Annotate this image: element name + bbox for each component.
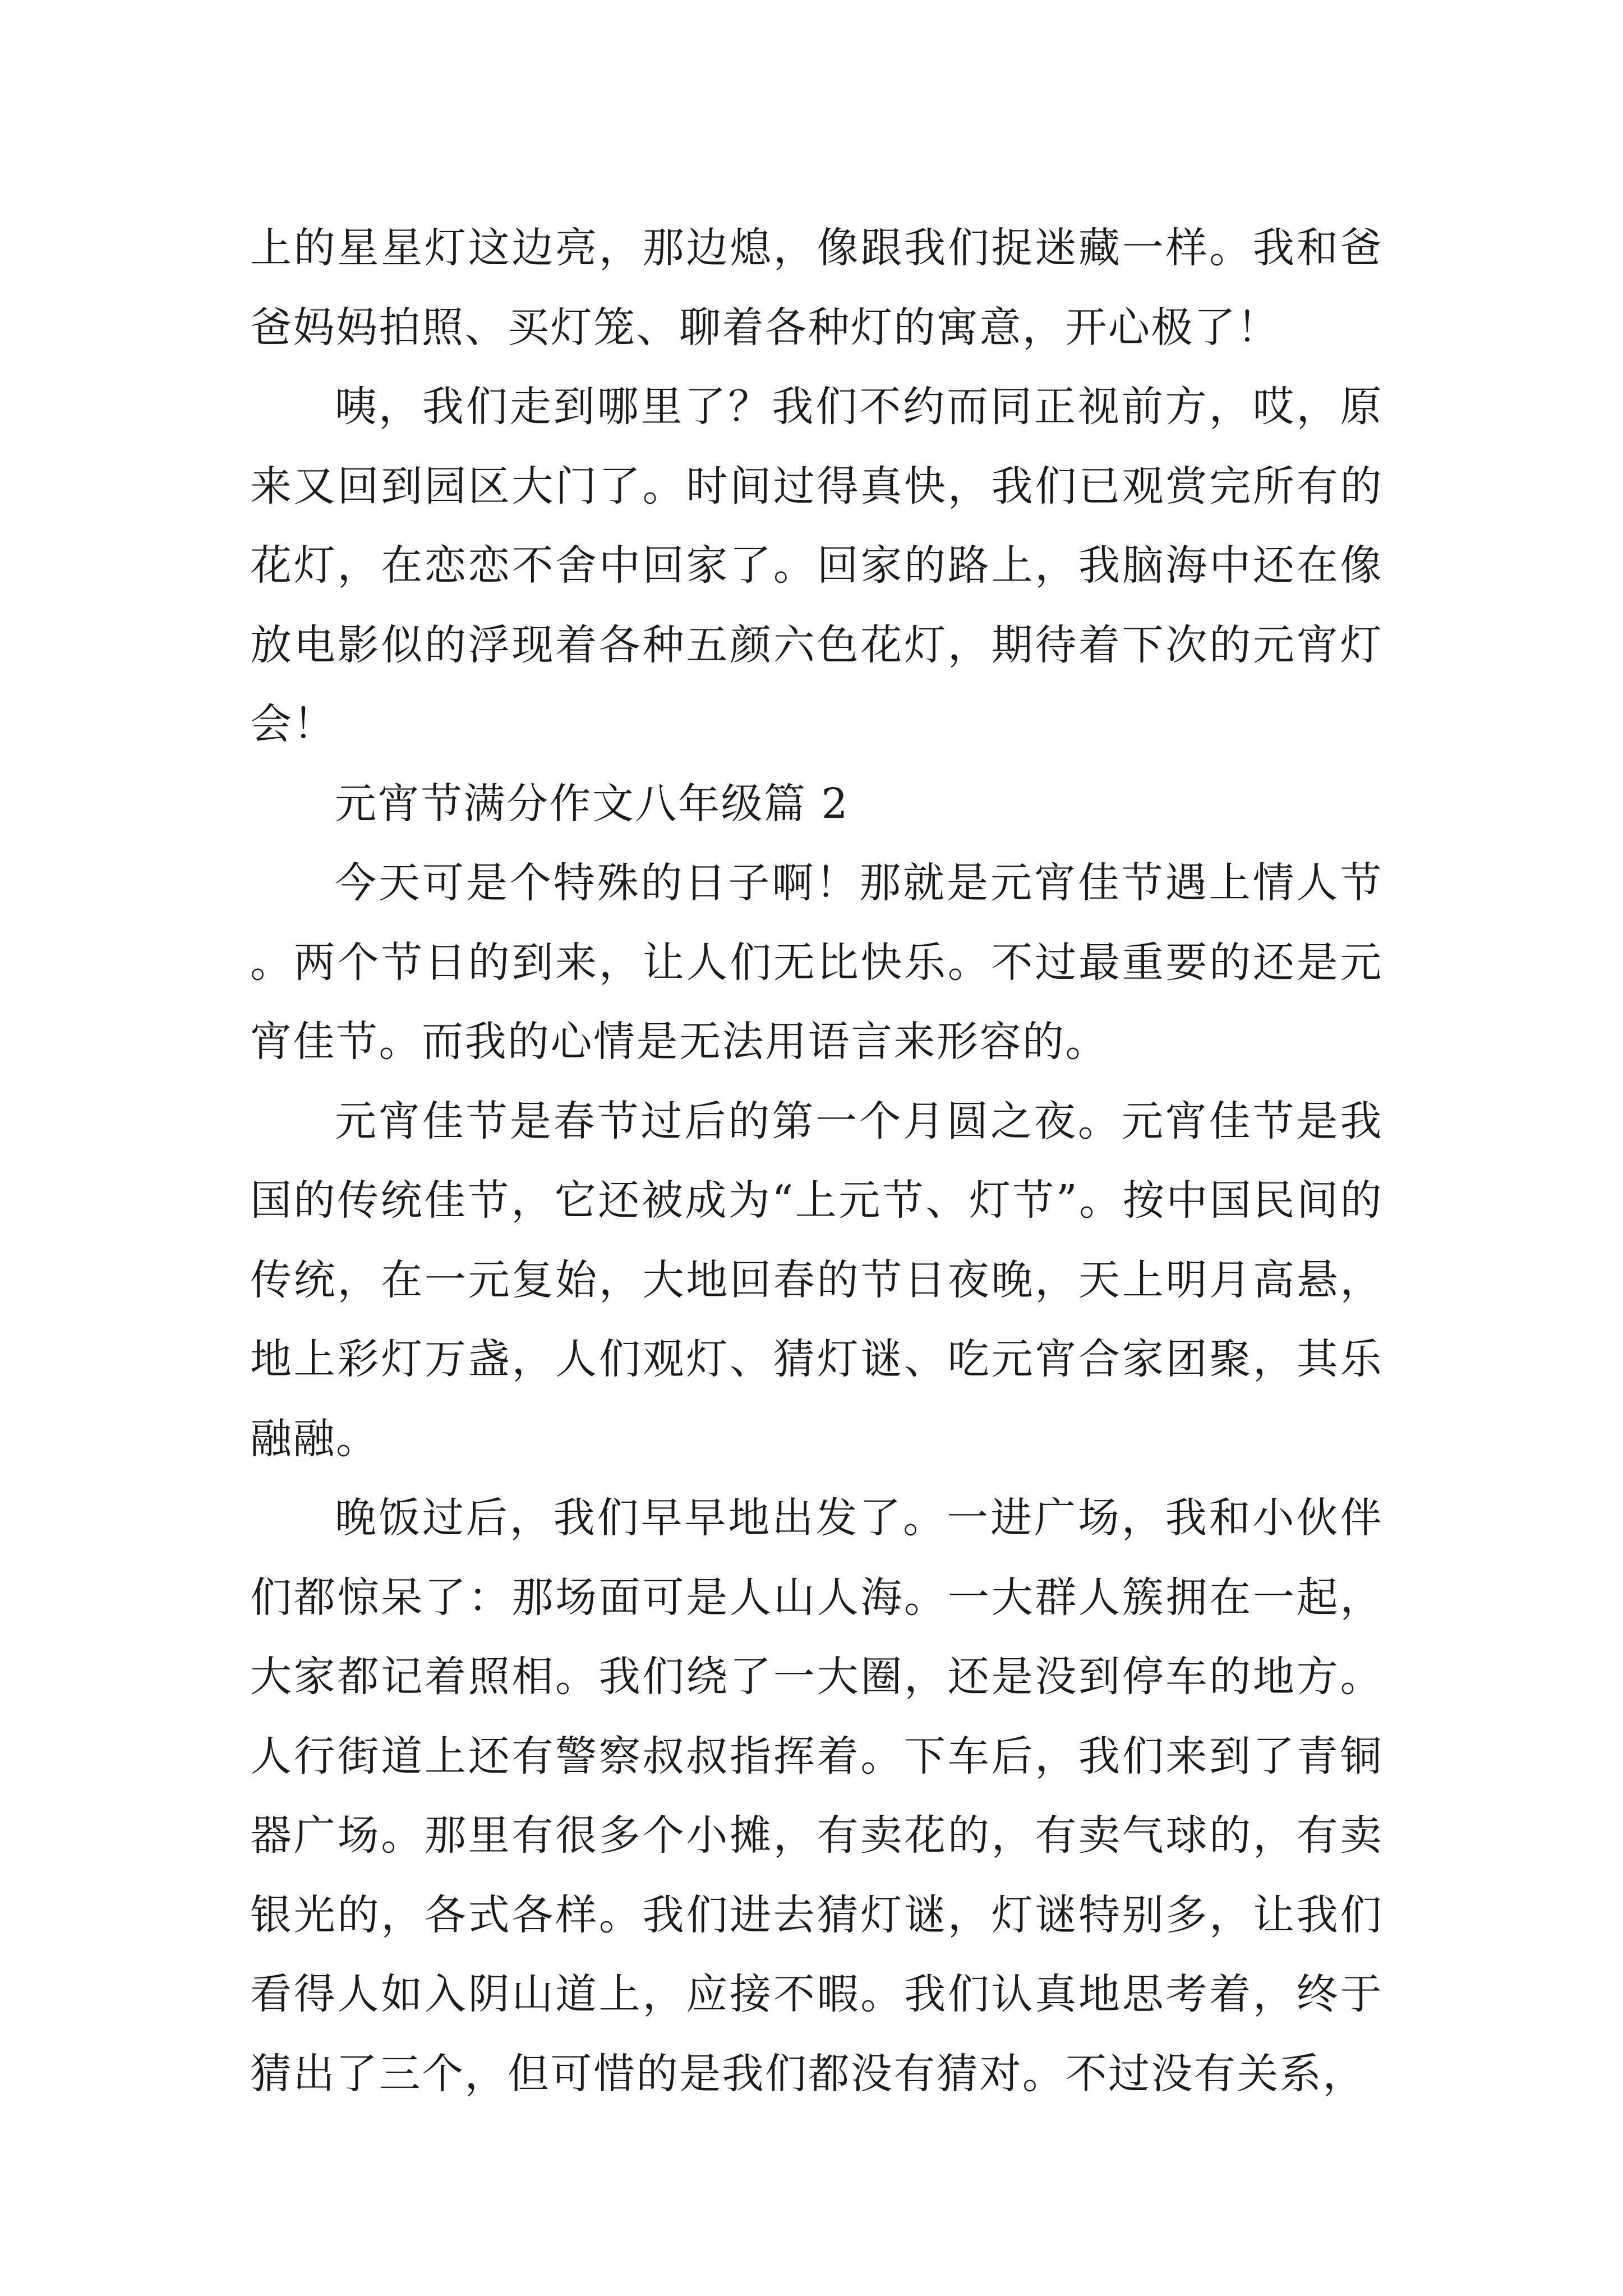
paragraph-evening-outing: 晚饭过后，我们早早地出发了。一进广场，我和小伙伴们都惊呆了：那场面可是人山人海。一大群人簇拥在一起，大家都记着照相。我们绕了一大圈，还是没到停车的地方。人行街道上还有警察叔叔指挥着。下车后，我们来到了青铜器广场。那里有很多个小摊，有卖花的，有卖气球的，有卖银光的，各式各样。我们进去猜灯谜，灯谜特别多，让我们看得人如入阴山道上，应接不暇。我们认真地思考着，终于猜出了三个，但可惜的是我们都没有猜对。不过没有关系， <box>250 1494 1383 2098</box>
section-heading: 元宵节满分作文八年级篇 2 <box>335 779 850 828</box>
paragraph-special-day: 今天可是个特殊的日子啊！那就是元宵佳节遇上情人节。两个节日的到来，让人们无比快乐。不过最重要的还是元宵佳节。而我的心情是无法用语言来形容的。 <box>250 859 1383 1066</box>
paragraph-lantern-festival-tradition: 元宵佳节是春节过后的第一个月圆之夜。元宵佳节是我国的传统佳节，它还被成为“上元节、灯节”。按中国民间的传统，在一元复始，大地回春的节日夜晚，天上明月高悬，地上彩灯万盏，人们观灯、猜灯谜、吃元宵合家团聚，其乐融融。 <box>250 1097 1383 1463</box>
paragraph-continuation: 上的星星灯这边亮，那边熄，像跟我们捉迷藏一样。我和爸爸妈妈拍照、买灯笼、聊着各种灯的寓意，开心极了！ <box>250 224 1383 352</box>
article-body <box>250 209 1383 2114</box>
paragraph-return-home: 咦，我们走到哪里了？我们不约而同正视前方，哎，原来又回到园区大门了。时间过得真快，我们已观赏完所有的花灯，在恋恋不舍中回家了。回家的路上，我脑海中还在像放电影似的浮现着各种五颜六色花灯，期待着下次的元宵灯会！ <box>250 383 1383 748</box>
